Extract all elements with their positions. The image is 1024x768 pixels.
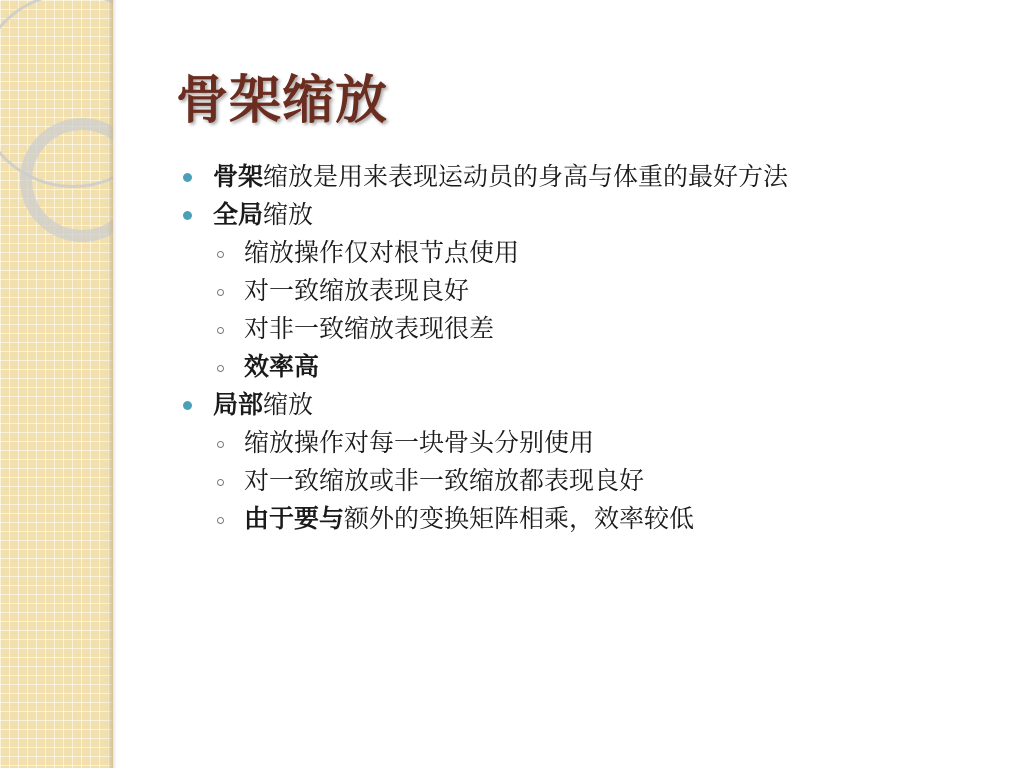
- bullet-item-text: 缩放: [263, 390, 314, 419]
- hollow-circle-bullet-icon: [217, 327, 224, 334]
- slide-title: 骨架缩放: [176, 71, 389, 131]
- bullet-item: [180, 196, 1000, 234]
- sub-bullet-item: [180, 348, 1000, 386]
- slide-content: [180, 158, 1000, 538]
- sub-bullet-item-text: 对非一致缩放表现很差: [244, 314, 495, 343]
- bullet-item: [180, 158, 1000, 196]
- sub-bullet-item-text: 额外的变换矩阵相乘，效率较低: [344, 504, 695, 533]
- sub-bullet-item: [180, 462, 1000, 500]
- bullet-item: [180, 386, 1000, 424]
- filled-circle-bullet-icon: [183, 211, 192, 220]
- sub-bullet-item-text: 对一致缩放或非一致缩放都表现良好: [244, 466, 645, 495]
- hollow-circle-bullet-icon: [217, 479, 224, 486]
- bullet-item-text: 缩放是用来表现运动员的身高与体重的最好方法: [263, 162, 789, 191]
- sub-bullet-item: [180, 272, 1000, 310]
- sub-bullet-item: [180, 310, 1000, 348]
- hollow-circle-bullet-icon: [217, 289, 224, 296]
- sidebar-shadow: [113, 0, 117, 768]
- filled-circle-bullet-icon: [183, 401, 192, 410]
- hollow-circle-bullet-icon: [217, 517, 224, 524]
- decorative-sidebar: [0, 0, 113, 768]
- sub-bullet-item-text: 对一致缩放表现良好: [244, 276, 470, 305]
- sub-bullet-item: [180, 500, 1000, 538]
- bullet-item-bold-text: 骨架: [213, 162, 264, 191]
- hollow-circle-bullet-icon: [217, 365, 224, 372]
- bullet-item-text: 缩放: [263, 200, 314, 229]
- sub-bullet-item-text: 缩放操作仅对根节点使用: [244, 238, 520, 267]
- hollow-circle-bullet-icon: [217, 441, 224, 448]
- sub-bullet-item-bold-text: 效率高: [244, 352, 320, 381]
- sub-bullet-item-text: 缩放操作对每一块骨头分别使用: [244, 428, 595, 457]
- hollow-circle-bullet-icon: [217, 251, 224, 258]
- bullet-item-bold-text: 全局: [213, 200, 264, 229]
- sub-bullet-item: [180, 234, 1000, 272]
- filled-circle-bullet-icon: [183, 173, 192, 182]
- sub-bullet-item-bold-text: 由于要与: [244, 504, 345, 533]
- sub-bullet-item: [180, 424, 1000, 462]
- bullet-item-bold-text: 局部: [213, 390, 264, 419]
